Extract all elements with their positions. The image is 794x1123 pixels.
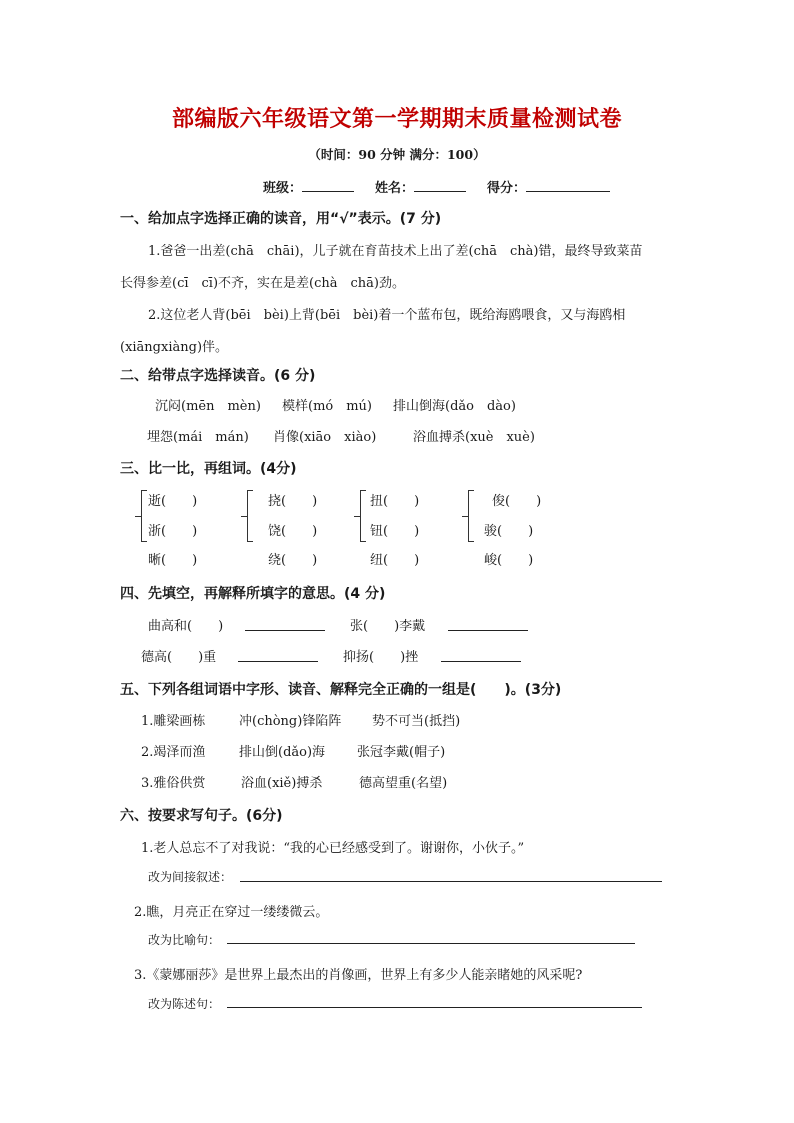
left-brace [247, 490, 254, 542]
word-group-item: 俊( ) [492, 494, 542, 509]
rewrite-label: 改为陈述句： [148, 997, 221, 1011]
pinyin-choice: 模样(mó mú) [282, 399, 372, 414]
word-group-item: 饶( ) [268, 524, 318, 539]
word-group-item: 挠( ) [268, 494, 318, 509]
answer-line[interactable] [441, 661, 521, 662]
word-group-item: 绕( ) [268, 553, 318, 568]
rewrite-label: 改为比喻句： [148, 933, 221, 947]
answer-line[interactable] [245, 630, 325, 631]
pinyin-choice: 沉闷(mēn mèn) [155, 399, 261, 414]
option-word: 排山倒(dǎo)海 [239, 745, 326, 760]
rewrite-question: 3.《蒙娜丽莎》是世界上最杰出的肖像画，世界上有多少人能亲睹她的风采呢? [134, 968, 583, 983]
section-1-line: (xiāngxiàng)伴。 [120, 340, 229, 355]
option-word: 德高望重(名望) [359, 776, 448, 791]
answer-line[interactable] [227, 943, 635, 944]
word-group-item: 扭( ) [370, 494, 420, 509]
word-group-item: 纽( ) [370, 553, 420, 568]
idiom-fill: 张( )李戴 [350, 619, 426, 634]
answer-line[interactable] [448, 630, 528, 631]
section-1-line: 1.爸爸一出差(chā chāi)，儿子就在育苗技术上出了差(chā chà)错，最终导致菜苗 [148, 244, 643, 259]
word-group-item: 钮( ) [370, 524, 420, 539]
class-blank[interactable] [302, 178, 354, 192]
option-word: 1.雕梁画栋 [141, 714, 206, 729]
score-label: 得分： [487, 181, 527, 196]
rewrite-question: 2.瞧，月亮正在穿过一缕缕微云。 [134, 905, 329, 920]
answer-line[interactable] [238, 661, 318, 662]
idiom-fill: 曲高和( ) [148, 619, 224, 634]
option-word: 冲(chòng)锋陷阵 [239, 714, 342, 729]
answer-line[interactable] [240, 881, 662, 882]
name-field [375, 177, 466, 196]
section-4-heading: 四、先填空，再解释所填字的意思。(4 分) [120, 586, 386, 602]
idiom-fill: 德高( )重 [141, 650, 217, 665]
option-word: 3.雅俗供赏 [141, 776, 206, 791]
pinyin-choice: 埋怨(mái mán) [147, 430, 249, 445]
option-word: 浴血(xiě)搏杀 [241, 776, 323, 791]
word-group-item: 晰( ) [148, 553, 198, 568]
left-brace [360, 490, 367, 542]
left-brace [468, 490, 475, 542]
option-word: 张冠李戴(帽子) [357, 745, 446, 760]
idiom-fill: 抑扬( )挫 [343, 650, 419, 665]
page-title: 部编版六年级语文第一学期期末质量检测试卷 [171, 107, 622, 132]
pinyin-choice: 浴血搏杀(xuè xuè) [413, 430, 535, 445]
score-field [487, 177, 610, 196]
word-group-item: 骏( ) [484, 524, 534, 539]
option-word: 2.竭泽而渔 [141, 745, 206, 760]
name-label: 姓名： [375, 181, 415, 196]
section-2-heading: 二、给带点字选择读音。(6 分) [120, 368, 316, 384]
word-group-item: 浙( ) [148, 524, 198, 539]
pinyin-choice: 肖像(xiāo xiào) [273, 430, 377, 445]
exam-subtitle: （时间：90 分钟 满分：100） [308, 147, 486, 162]
left-brace [141, 490, 148, 542]
rewrite-label: 改为间接叙述： [148, 870, 233, 884]
section-1-line: 2.这位老人背(bēi bèi)上背(bēi bèi)着一个蓝布包，既给海鸥喂食，又与海鸥相 [148, 308, 626, 323]
section-1-line: 长得参差(cī cī)不齐，实在是差(chà chā)劲。 [120, 276, 405, 291]
section-5-heading: 五、下列各组词语中字形、读音、解释完全正确的一组是( )。(3分) [120, 682, 562, 698]
class-field [263, 177, 354, 196]
word-group-item: 峻( ) [484, 553, 534, 568]
rewrite-question: 1.老人总忘不了对我说：“我的心已经感受到了。谢谢你，小伙子。” [141, 841, 525, 856]
answer-line[interactable] [227, 1007, 642, 1008]
section-1-heading: 一、给加点字选择正确的读音，用“√”表示。(7 分) [120, 211, 442, 227]
name-blank[interactable] [414, 178, 466, 192]
pinyin-choice: 排山倒海(dǎo dào) [393, 399, 516, 414]
option-word: 势不可当(抵挡) [372, 714, 461, 729]
section-3-heading: 三、比一比，再组词。(4分) [120, 461, 297, 477]
class-label: 班级： [263, 181, 303, 196]
score-blank[interactable] [526, 178, 610, 192]
section-6-heading: 六、按要求写句子。(6分) [120, 808, 283, 824]
word-group-item: 逝( ) [148, 494, 198, 509]
